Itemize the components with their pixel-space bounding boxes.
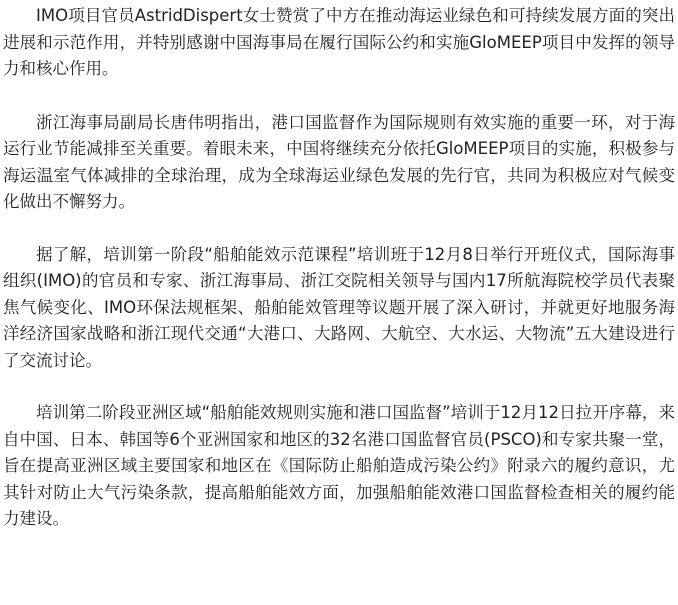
paragraph-training-stage-two: 培训第二阶段亚洲区域“船舶能效规则实施和港口国监督”培训于12月12日拉开序幕，来自中国、日本、韩国等6个亚洲国家和地区的32名港口国监督官员(PSCO)和专家共聚一堂，旨在提高亚洲区域主要国家和地区在《国际防止船舶造成污染公约》附录六的履约意识，尤其针对防止大气污染条款，提高船舶能效方面，加强船舶能效港口国监督检查相关的履约能力建设。 xyxy=(3,403,675,528)
paragraph-zhejiang-msa: 浙江海事局副局长唐伟明指出，港口国监督作为国际规则有效实施的重要一环，对于海运行业节能减排至关重要。着眼未来，中国将继续充分依托GloMEEP项目的实施，积极参与海运温室气体减排的全球治理，成为全球海运业绿色发展的先行官，共同为积极应对气候变化做出不懈努力。 xyxy=(3,112,675,211)
article-body xyxy=(3,0,675,533)
paragraph-imo-officer: IMO项目官员AstridDispert女士赞赏了中方在推动海运业绿色和可持续发展方面的突出进展和示范作用，并特别感谢中国海事局在履行国际公约和实施GloMEEP项目中发挥的领导力和核心作用。 xyxy=(3,6,675,78)
paragraph-training-stage-one: 据了解，培训第一阶段“船舶能效示范课程”培训班于12月8日举行开班仪式，国际海事组织(IMO)的官员和专家、浙江海事局、浙江交院相关领导与国内17所航海院校学员代表聚焦气候变化、IMO环保法规框架、船舶能效管理等议题开展了深入研讨，并就更好地服务海洋经济国家战略和浙江现代交通“大港口、大路网、大航空、大水运、大物流”五大建设进行了交流讨论。 xyxy=(3,244,675,370)
